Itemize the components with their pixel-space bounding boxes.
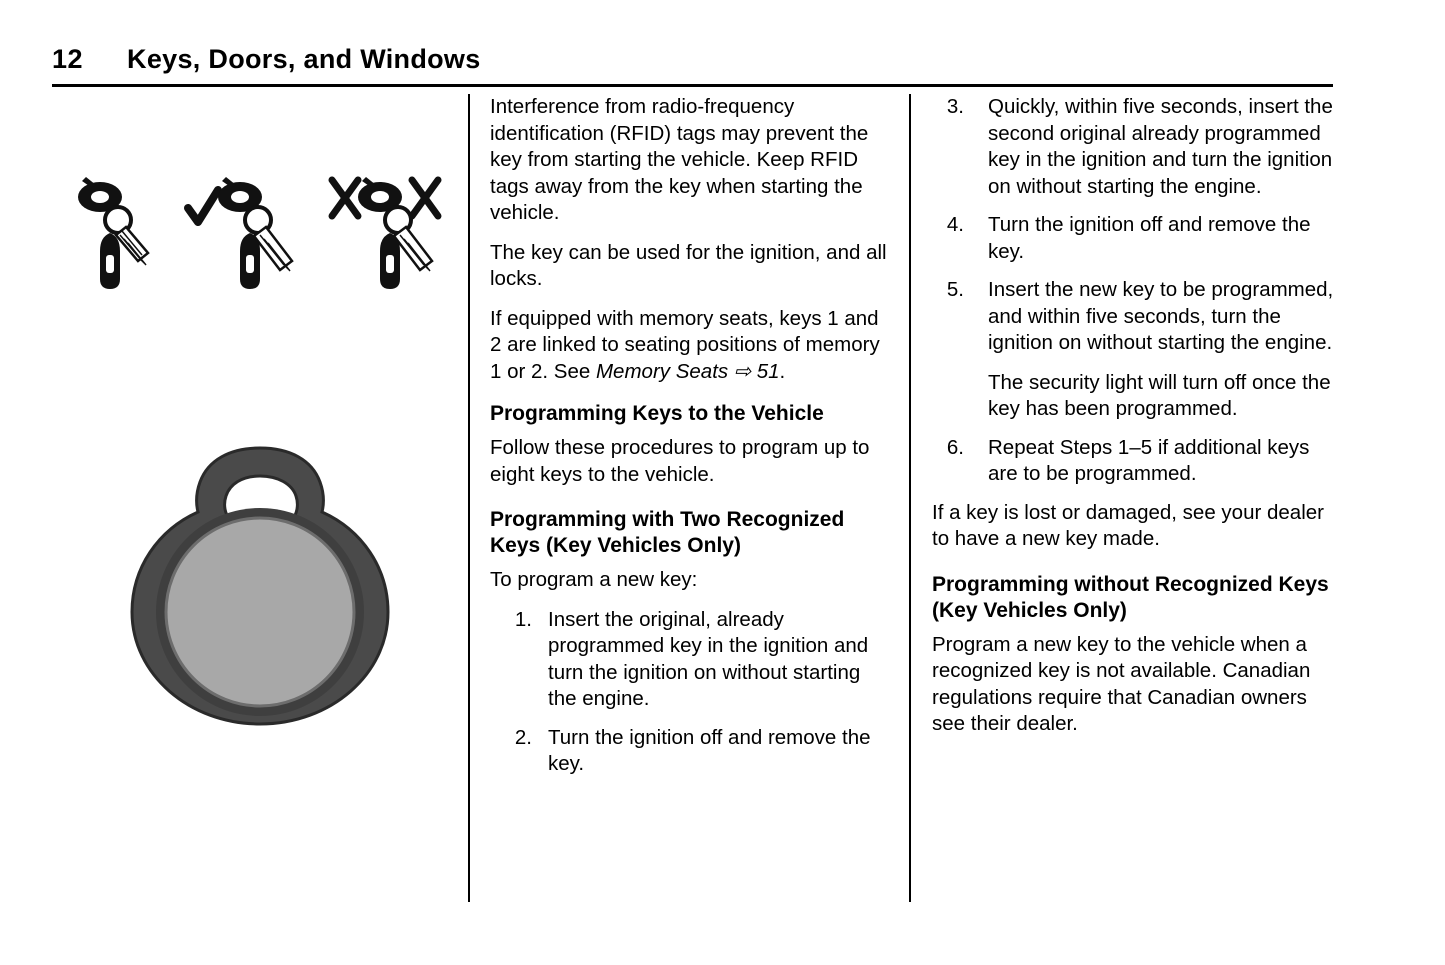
memory-seats-reference: Memory Seats xyxy=(595,359,729,383)
chapter-title: Keys, Doors, and Windows xyxy=(127,44,481,74)
heading-programming-keys: Programming Keys to the Vehicle xyxy=(490,402,824,425)
list-item xyxy=(490,725,888,778)
step-text: Turn the ignition off and remove the key. xyxy=(988,213,1311,263)
list-item xyxy=(490,607,888,713)
list-item xyxy=(932,94,1334,200)
step-number: 1. xyxy=(514,607,532,631)
header-rule xyxy=(52,84,1333,87)
list-item xyxy=(932,212,1334,265)
heading-programming-two-keys: Programming with Two Recognized Keys (Key Vehicles Only) xyxy=(490,508,845,557)
steps-list-right xyxy=(932,94,1334,488)
paragraph-program-new-key: Program a new key to the vehicle when a recognized key is not available. Canadian regulations require that Canadian owners see their dealer. xyxy=(932,632,1311,735)
step-number: 4. xyxy=(946,213,964,236)
paragraph-key-use: The key can be used for the ignition, and all locks. xyxy=(490,240,887,290)
step-text: Insert the new key to be programmed, and within five seconds, turn the ignition on without starting the engine. xyxy=(988,278,1334,354)
step-text: Turn the ignition off and remove the key. xyxy=(548,725,871,775)
column-divider-left xyxy=(468,94,470,902)
step-number: 5. xyxy=(946,278,964,301)
page-header xyxy=(52,44,1332,75)
column-divider-right xyxy=(909,94,911,902)
memory-seats-text-1: If equipped with memory seats, keys 1 and 2 are linked to seating positions of memory 1 or 2. See xyxy=(490,306,880,383)
step-text: Insert the original, already programmed key in the ignition and turn the ignition on without starting the engine. xyxy=(548,607,869,710)
key-rfid-tag-illustration xyxy=(60,170,450,330)
paragraph-lost-key: If a key is lost or damaged, see your dealer to have a new key made. xyxy=(932,500,1324,550)
page-number: 12 xyxy=(52,44,84,74)
paragraph-follow-procedures: Follow these procedures to program up to eight keys to the vehicle. xyxy=(490,436,870,486)
list-item xyxy=(932,277,1334,423)
heading-programming-without-keys: Programming without Recognized Keys (Key Vehicles Only) xyxy=(932,572,1329,622)
key-fob-illustration xyxy=(120,440,400,770)
step-text: Quickly, within five seconds, insert the second original already programmed key in the ignition and turn the ignition on without starting the engine. xyxy=(988,95,1333,198)
memory-seats-text-2: . xyxy=(779,359,786,383)
step-text: Repeat Steps 1–5 if additional keys are to be programmed. xyxy=(988,435,1310,485)
steps-list-middle xyxy=(490,607,888,778)
step-number: 6. xyxy=(946,435,964,459)
memory-seats-page-ref: ⇨ 51 xyxy=(728,359,780,383)
list-item xyxy=(932,435,1334,488)
step-number: 2. xyxy=(514,725,532,749)
middle-column xyxy=(490,94,888,790)
step-number: 3. xyxy=(946,95,964,118)
right-column xyxy=(932,94,1334,751)
paragraph-rfid: Interference from radio-frequency identification (RFID) tags may prevent the key from starting the vehicle. Keep RFID tags away from the key when starting the vehicle. xyxy=(490,95,869,224)
paragraph-memory-seats xyxy=(490,306,888,386)
paragraph-to-program: To program a new key: xyxy=(490,568,698,591)
step-note: The security light will turn off once the key has been programmed. xyxy=(988,370,1331,420)
